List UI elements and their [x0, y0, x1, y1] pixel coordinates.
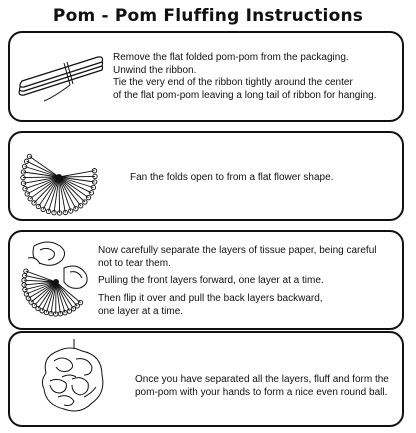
step-1-text: Remove the flat folded pom-pom from the packaging. Unwind the ribbon. Tie the very end of the ribbon tightly around the center of the flat pom-pom leaving a long tail of ribbon for hanging. [113, 52, 377, 101]
step-2-text: Fan the folds open to from a flat flower shape. [130, 172, 334, 183]
step-2-panel [8, 131, 404, 221]
step-3-text-2: Pulling the front layers forward, one layer at a time. [98, 275, 324, 286]
fanned-pompom-icon [16, 137, 102, 217]
step-3-panel [8, 230, 404, 330]
folded-pompom-icon [14, 55, 106, 103]
step-3-text-1: Now carefully separate the layers of tissue paper, being careful not to tear them. [98, 245, 377, 269]
fluffed-pompom-icon [26, 337, 122, 423]
separating-layers-icon [14, 238, 98, 324]
page-title: Pom - Pom Fluffing Instructions [52, 6, 364, 26]
step-4-text: Once you have separated all the layers, fluff and form the pom-pom with your hands to form a nice even round ball. [135, 374, 389, 398]
step-3-text-3: Then flip it over and pull the back layers backward, one layer at a time. [98, 293, 323, 317]
step-1-panel [8, 31, 404, 122]
step-4-panel [8, 331, 404, 427]
